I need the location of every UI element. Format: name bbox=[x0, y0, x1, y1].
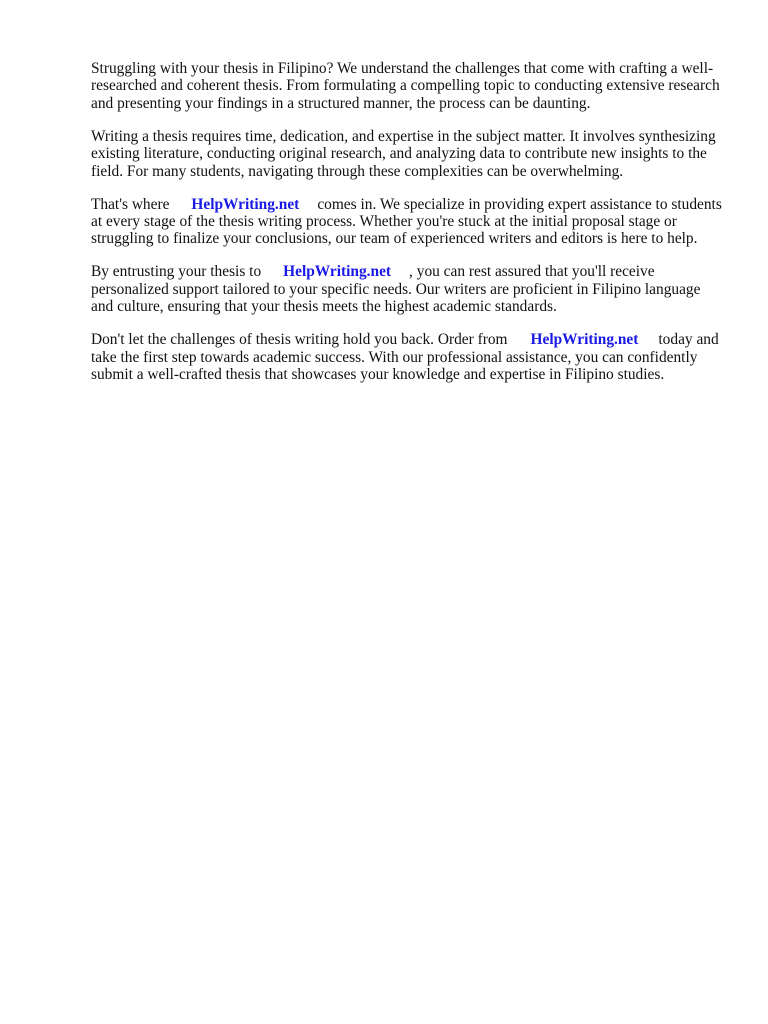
paragraph-intro-text: Struggling with your thesis in Filipino? We understand the challenges that come with crafting a well-researched and coherent thesis. From formulating a compelling topic to conducting extensive research and presenting your findings in a structured manner, the process can be daunting. bbox=[91, 60, 720, 112]
paragraph-requirements bbox=[91, 128, 723, 180]
paragraph-entrusting-lead: By entrusting your thesis to bbox=[91, 263, 262, 281]
paragraph-intro bbox=[91, 60, 723, 112]
paragraph-requirements-text: Writing a thesis requires time, dedication, and expertise in the subject matter. It involves synthesizing existing literature, conducting original research, and analyzing data to contribute new insights to the field. For many students, navigating through these complexities can be overwhelming. bbox=[91, 127, 716, 180]
paragraph-service-rest: comes in. We specialize in providing expert assistance to students at every stage of the thesis writing process. Whether you're stuck at the initial proposal stage or struggling to finalize your conclusions, our team of experienced writers and editors is here to help. bbox=[91, 195, 722, 248]
paragraph-entrusting bbox=[91, 263, 723, 315]
paragraph-service bbox=[91, 196, 723, 248]
paragraph-service-lead: That's where bbox=[91, 195, 170, 213]
paragraph-call-to-action bbox=[91, 331, 723, 383]
paragraph-cta-lead: Don't let the challenges of thesis writing hold you back. Order from bbox=[91, 331, 508, 349]
document-body bbox=[91, 60, 723, 399]
helpwriting-link-2[interactable]: HelpWriting.net bbox=[283, 263, 392, 281]
paragraph-entrusting-rest: , you can rest assured that you'll receive personalized support tailored to your specific needs. Our writers are proficient in Filipino language and culture, ensuring that your thesis meets the highest academic standards. bbox=[91, 263, 701, 316]
paragraph-cta-rest: today and take the first step towards academic success. With our professional assistance, you can confidently submit a well-crafted thesis that showcases your knowledge and expertise in Filipino studies. bbox=[91, 331, 719, 384]
helpwriting-link-1[interactable]: HelpWriting.net bbox=[191, 195, 300, 213]
helpwriting-link-3[interactable]: HelpWriting.net bbox=[530, 331, 639, 349]
